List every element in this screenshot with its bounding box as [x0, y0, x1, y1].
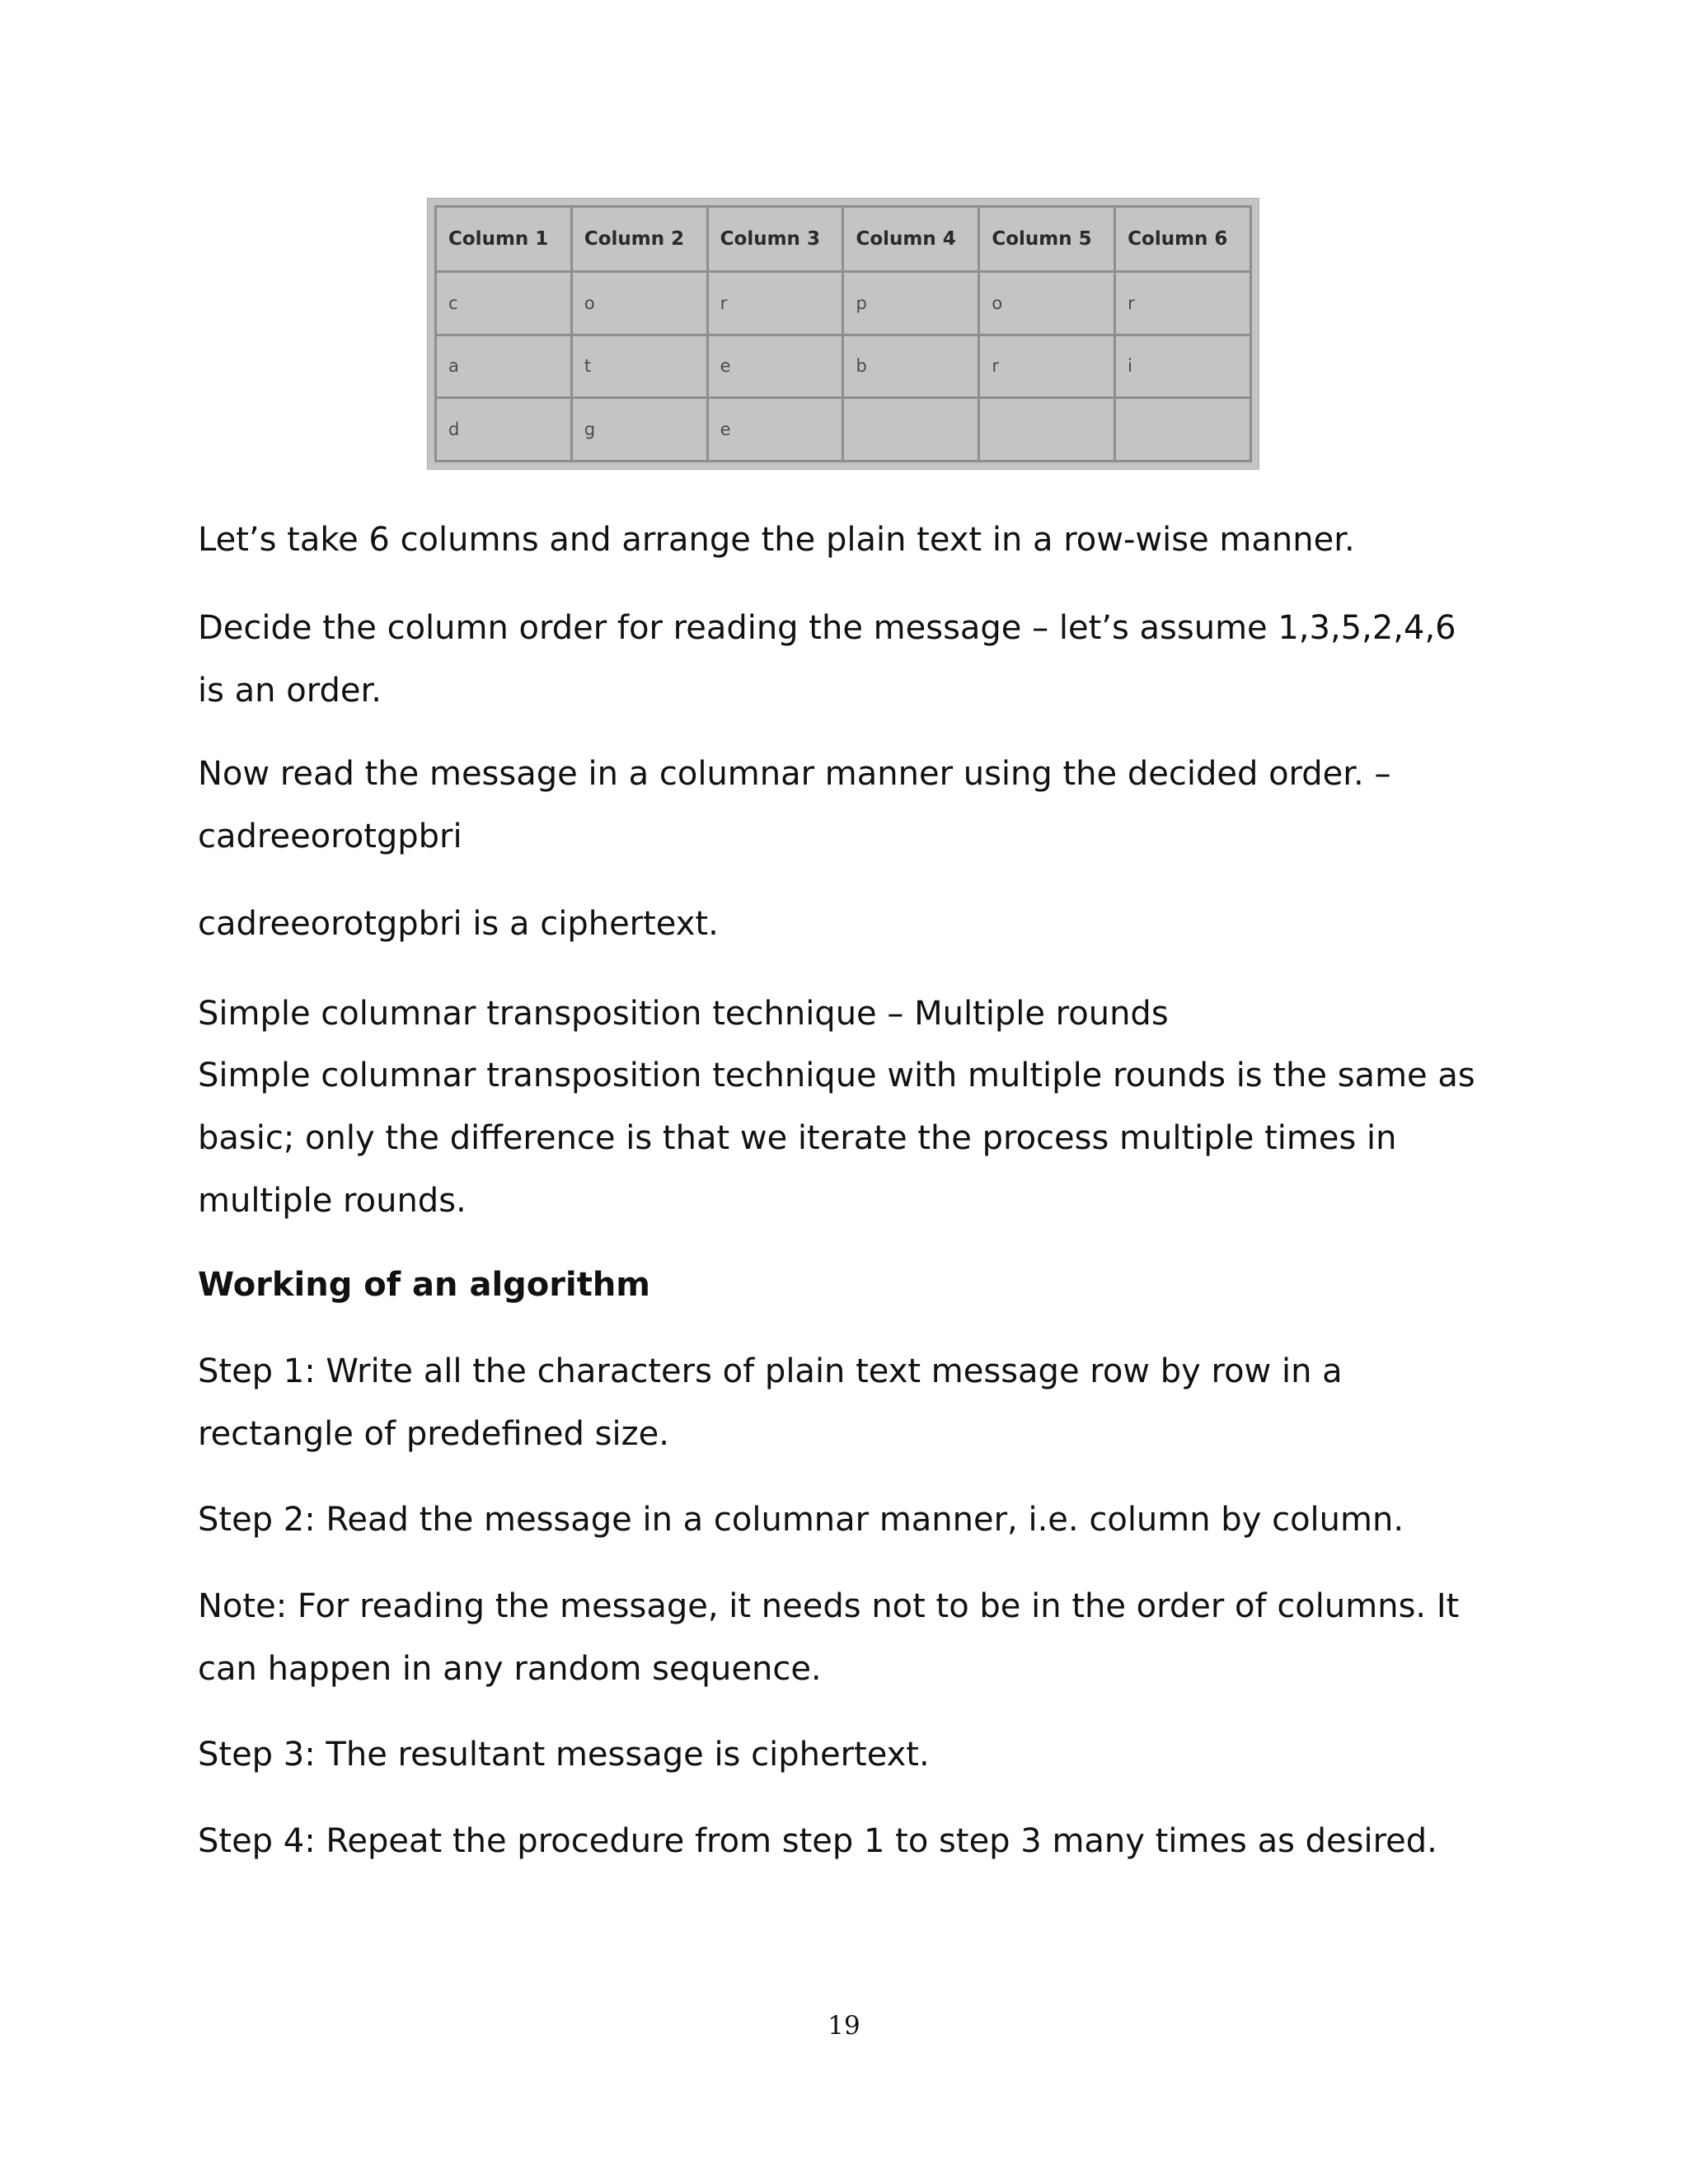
table-cell: o — [571, 272, 707, 335]
paragraph-line: Simple columnar transposition technique – Multiple rounds — [198, 995, 1169, 1033]
paragraph-step-4 — [198, 1810, 1517, 1872]
paragraph-step-3 — [198, 1723, 1517, 1786]
table-cell — [843, 398, 979, 462]
paragraph-line: Step 1: Write all the characters of plain text message row by row in a — [198, 1352, 1343, 1390]
column-header: Column 3 — [707, 207, 843, 272]
paragraph-line: Step 3: The resultant message is ciphertext. — [198, 1736, 930, 1774]
paragraph-note — [198, 1575, 1517, 1700]
column-header: Column 4 — [843, 207, 979, 272]
paragraph-line: basic; only the difference is that we iterate the process multiple times in — [198, 1119, 1397, 1157]
paragraph-line: Note: For reading the message, it needs not to be in the order of columns. It — [198, 1587, 1460, 1625]
paragraph-line: can happen in any random sequence. — [198, 1650, 822, 1688]
table-cell: p — [843, 272, 979, 335]
page-number: 19 — [828, 2011, 860, 2041]
table-row — [436, 398, 1251, 462]
paragraph-read-message — [198, 743, 1517, 868]
table-cell: t — [571, 335, 707, 398]
paragraph-line: Step 4: Repeat the procedure from step 1 to step 3 many times as desired. — [198, 1822, 1437, 1860]
section-heading — [198, 1254, 1517, 1316]
heading-text: Working of an algorithm — [198, 1266, 650, 1304]
paragraph-line: cadreeorotgpbri is a ciphertext. — [198, 905, 719, 943]
paragraph-arrange-columns — [198, 509, 1517, 571]
table-header-row — [436, 207, 1251, 272]
columnar-table-figure — [427, 198, 1259, 470]
table-cell: g — [571, 398, 707, 462]
transposition-table — [434, 205, 1252, 462]
paragraph-column-order — [198, 597, 1517, 722]
table-cell: b — [843, 335, 979, 398]
table-cell: e — [707, 335, 843, 398]
paragraph-line: Let’s take 6 columns and arrange the plain text in a row-wise manner. — [198, 521, 1355, 559]
table-cell — [1115, 398, 1251, 462]
paragraph-line: cadreeorotgpbri — [198, 818, 462, 855]
table-row — [436, 272, 1251, 335]
table-cell: d — [436, 398, 572, 462]
paragraph-multiple-rounds — [198, 1044, 1517, 1232]
column-header: Column 6 — [1115, 207, 1251, 272]
column-header: Column 2 — [571, 207, 707, 272]
table-cell: a — [436, 335, 572, 398]
paragraph-line: multiple rounds. — [198, 1182, 467, 1220]
table-cell: e — [707, 398, 843, 462]
paragraph-line: is an order. — [198, 672, 382, 710]
paragraph-line: rectangle of predefined size. — [198, 1415, 669, 1453]
paragraph-step-2 — [198, 1488, 1517, 1551]
paragraph-line: Simple columnar transposition technique with multiple rounds is the same as — [198, 1057, 1475, 1094]
paragraph-step-1 — [198, 1340, 1517, 1465]
table-row — [436, 335, 1251, 398]
paragraph-line: Decide the column order for reading the message – let’s assume 1,3,5,2,4,6 — [198, 609, 1456, 647]
column-header: Column 5 — [979, 207, 1115, 272]
table-cell: r — [707, 272, 843, 335]
table-cell: c — [436, 272, 572, 335]
paragraph-line: Now read the message in a columnar manner using the decided order. – — [198, 755, 1391, 793]
column-header: Column 1 — [436, 207, 572, 272]
paragraph-multiple-rounds-title — [198, 985, 1517, 1043]
table-cell: o — [979, 272, 1115, 335]
table-cell: i — [1115, 335, 1251, 398]
table-cell: r — [1115, 272, 1251, 335]
table-cell — [979, 398, 1115, 462]
paragraph-ciphertext-result — [198, 893, 1517, 955]
paragraph-line: Step 2: Read the message in a columnar manner, i.e. column by column. — [198, 1501, 1404, 1539]
table-cell: r — [979, 335, 1115, 398]
